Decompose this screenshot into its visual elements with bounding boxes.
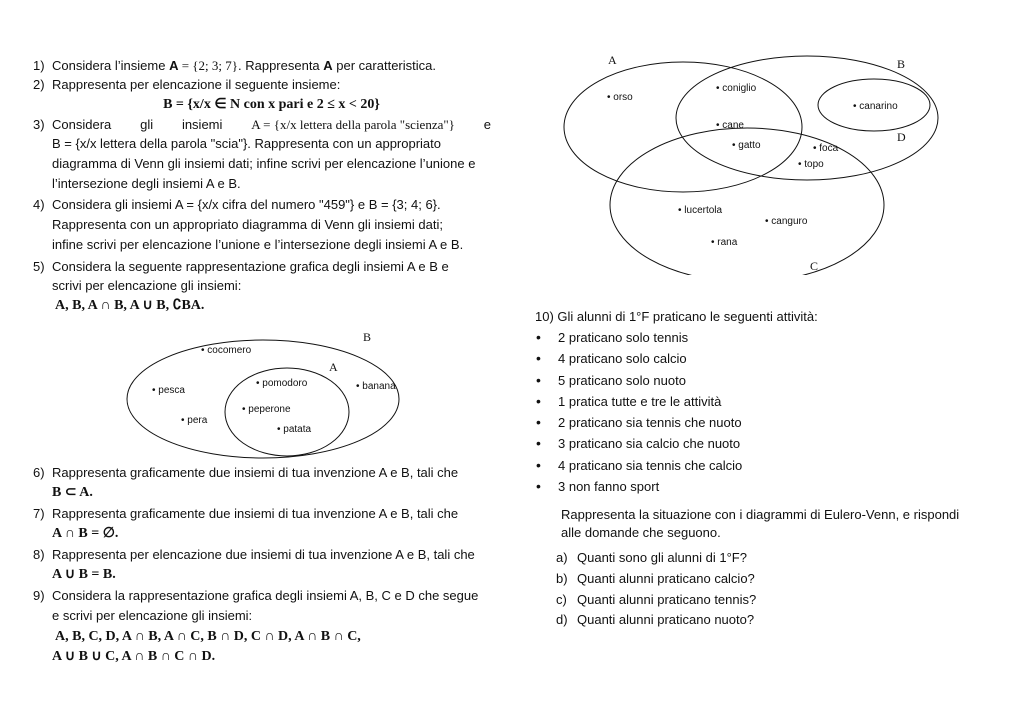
list-item: • 3 praticano sia calcio che nuoto xyxy=(534,433,742,454)
list-item: • 5 praticano solo nuoto xyxy=(534,370,742,391)
q3-w1: Considera xyxy=(52,117,112,132)
q9-sets-list-1: A, B, C, D, A ∩ B, A ∩ C, B ∩ D, C ∩ D, A ∩ B ∩ C, xyxy=(55,629,361,644)
q4-line1: Considera gli insiemi A = {x/x cifra del numero "459"} e B = {3; 4; 6}. xyxy=(52,197,441,212)
question-text: Quanti alunni praticano calcio? xyxy=(577,571,755,586)
q10-question-a xyxy=(556,549,747,567)
q3-w5: e xyxy=(483,117,491,132)
q10-title: 10) Gli alunni di 1°F praticano le seguenti attività: xyxy=(535,309,818,324)
venn1-item: • banana xyxy=(356,381,396,392)
q1-text xyxy=(52,57,436,75)
q3-w3: insiemi xyxy=(181,117,223,132)
question-text: Quanti alunni praticano nuoto? xyxy=(577,612,755,627)
q3-line4: l’intersezione degli insiemi A e B. xyxy=(52,176,241,191)
venn1-label-b: B xyxy=(363,330,372,344)
venn1-item: • pomodoro xyxy=(256,378,308,389)
q2-set-definition: B = {x/x ∈ N con x pari e 2 ≤ x < 20} xyxy=(163,97,380,112)
venn2-label-d: D xyxy=(897,130,906,144)
q10-activity-list xyxy=(534,327,742,497)
q9-number: 9) xyxy=(33,588,45,603)
q6-line2: B ⊂ A. xyxy=(52,485,93,500)
q6-number: 6) xyxy=(33,465,45,480)
q3-w2: gli xyxy=(140,117,154,132)
list-item: • 2 praticano sia tennis che nuoto xyxy=(534,412,742,433)
venn2-item: • canarino xyxy=(853,101,898,112)
q3-line1 xyxy=(52,116,491,134)
venn2-item: • foca xyxy=(813,143,839,154)
q3-number: 3) xyxy=(33,117,45,132)
venn2-item: • coniglio xyxy=(716,83,757,94)
q5-line2: scrivi per elencazione gli insiemi: xyxy=(52,278,242,293)
q10-question-d xyxy=(556,611,754,629)
question-text: Quanti sono gli alunni di 1°F? xyxy=(577,550,747,565)
q1-set-a2: A xyxy=(323,58,333,73)
q10-question-c xyxy=(556,591,756,609)
q3-line3: diagramma di Venn gli insiemi dati; infine scrivi per elencazione l’unione e xyxy=(52,156,476,171)
q10-instruction-line2: alle domande che seguono. xyxy=(561,525,721,540)
venn2-item: • gatto xyxy=(732,140,761,151)
venn2-label-b: B xyxy=(897,57,906,71)
q1-text-mid: . Rappresenta xyxy=(238,58,324,73)
venn1-set-b-ellipse xyxy=(127,340,399,458)
venn1-item: • pesca xyxy=(152,385,185,396)
q2-text: Rappresenta per elencazione il seguente insieme: xyxy=(52,77,341,92)
q3-set-a: A = {x/x lettera della parola "scienza"} xyxy=(251,117,455,132)
q2-number: 2) xyxy=(33,77,45,92)
venn2-item: • canguro xyxy=(765,216,808,227)
q6-line1: Rappresenta graficamente due insiemi di tua invenzione A e B, tali che xyxy=(52,465,459,480)
q1-text-start: Considera l’insieme xyxy=(52,58,170,73)
q9-sets-list-2: A ∪ B ∪ C, A ∩ B ∩ C ∩ D. xyxy=(52,649,216,664)
q4-number: 4) xyxy=(33,197,45,212)
q1-number: 1) xyxy=(33,58,45,73)
venn1-item: • cocomero xyxy=(201,345,252,356)
q4-line3: infine scrivi per elencazione l’unione e l’intersezione degli insiemi A e B. xyxy=(52,237,464,252)
list-item: • 4 praticano solo calcio xyxy=(534,348,742,369)
list-item: • 1 pratica tutte e tre le attività xyxy=(534,391,742,412)
q1-set-a: A xyxy=(169,58,179,73)
venn2-item: • rana xyxy=(711,237,738,248)
q7-number: 7) xyxy=(33,506,45,521)
q8-line1: Rappresenta per elencazione due insiemi di tua invenzione A e B, tali che xyxy=(52,547,475,562)
q5-number: 5) xyxy=(33,259,45,274)
q3-line2: B = {x/x lettera della parola "scia"}. Rappresenta con un appropriato xyxy=(52,136,441,151)
list-item: • 2 praticano solo tennis xyxy=(534,327,742,348)
venn2-item: • cane xyxy=(716,120,744,131)
q5-line1: Considera la seguente rappresentazione grafica degli insiemi A e B e xyxy=(52,259,449,274)
list-item: • 4 praticano sia tennis che calcio xyxy=(534,455,742,476)
q8-line2: A ∪ B = B. xyxy=(52,567,116,582)
venn-diagram-1 xyxy=(120,325,420,460)
q1-text-end: per caratteristica. xyxy=(332,58,436,73)
question-letter: b) xyxy=(556,571,568,586)
venn-diagram-2 xyxy=(560,50,950,275)
q7-line1: Rappresenta graficamente due insiemi di tua invenzione A e B, tali che xyxy=(52,506,459,521)
q4-line2: Rappresenta con un appropriato diagramma di Venn gli insiemi dati; xyxy=(52,217,443,232)
venn2-item: • orso xyxy=(607,92,633,103)
venn1-item: • patata xyxy=(277,424,312,435)
venn1-item: • peperone xyxy=(242,404,291,415)
list-item: • 3 non fanno sport xyxy=(534,476,742,497)
venn2-item: • topo xyxy=(798,159,824,170)
question-letter: a) xyxy=(556,550,568,565)
venn1-item: • pera xyxy=(181,415,208,426)
venn1-label-a: A xyxy=(329,360,338,374)
q10-instruction-line1: Rappresenta la situazione con i diagrammi di Eulero-Venn, e rispondi xyxy=(561,507,960,522)
question-letter: c) xyxy=(556,592,567,607)
q7-line2: A ∩ B = ∅. xyxy=(52,526,119,541)
question-text: Quanti alunni praticano tennis? xyxy=(577,592,757,607)
q9-line2: e scrivi per elencazione gli insiemi: xyxy=(52,608,253,623)
venn2-item: • lucertola xyxy=(678,205,723,216)
venn2-label-c: C xyxy=(810,259,819,273)
q8-number: 8) xyxy=(33,547,45,562)
q5-sets-list: A, B, A ∩ B, A ∪ B, ∁BA. xyxy=(55,298,205,313)
q9-line1: Considera la rappresentazione grafica degli insiemi A, B, C e D che segue xyxy=(52,588,479,603)
q10-question-b xyxy=(556,570,755,588)
venn2-label-a: A xyxy=(608,53,617,67)
question-letter: d) xyxy=(556,612,568,627)
venn2-set-a-ellipse xyxy=(564,62,802,192)
q1-set-def: = {2; 3; 7} xyxy=(178,58,238,73)
